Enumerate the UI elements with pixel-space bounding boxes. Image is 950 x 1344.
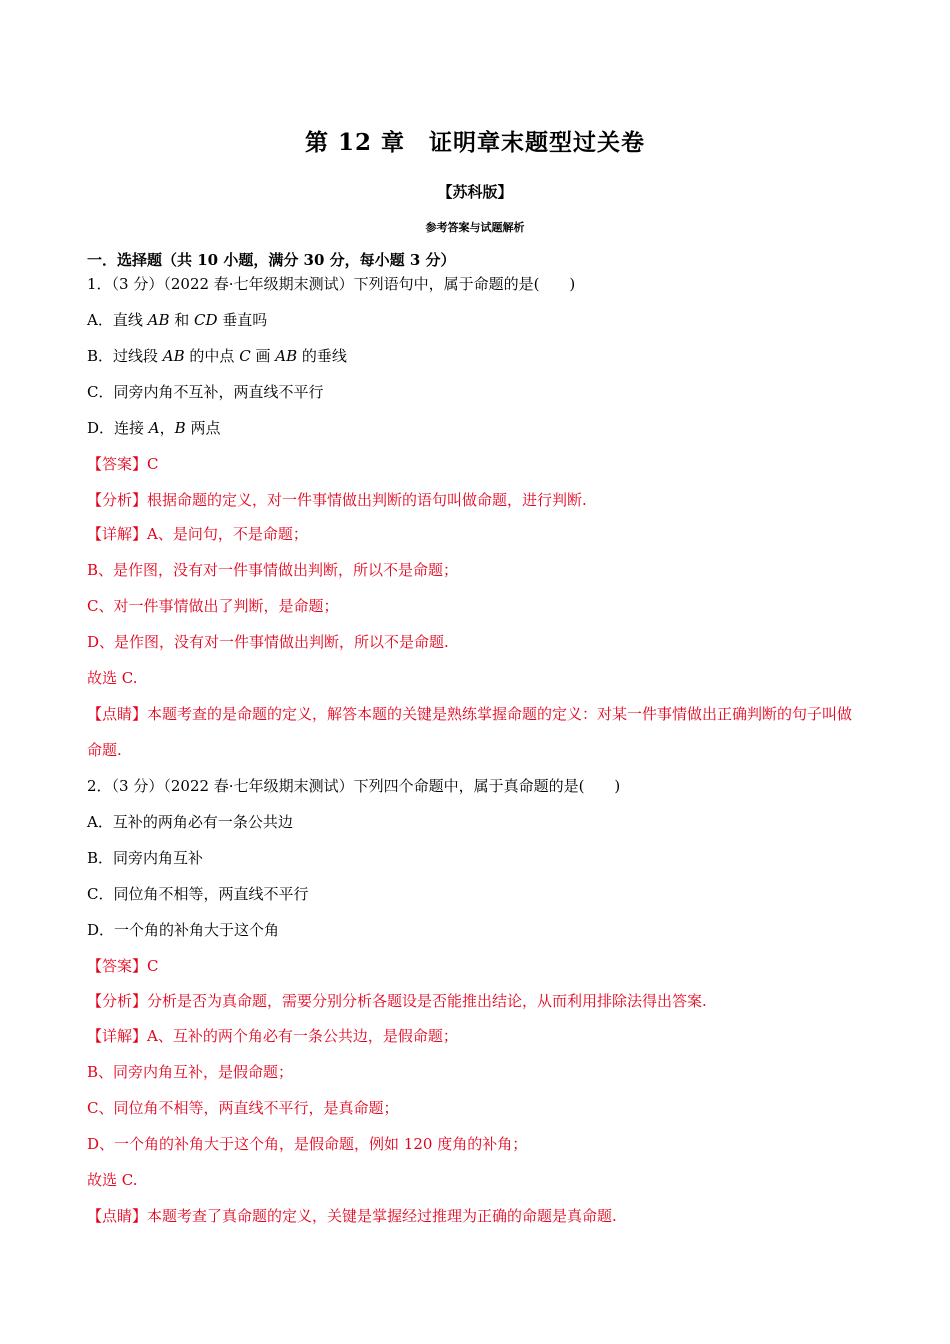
q2-option-d: D．一个角的补角大于这个角 xyxy=(87,921,280,939)
q2-comment: 【点睛】本题考查了真命题的定义，关键是掌握经过推理为正确的命题是真命题. xyxy=(87,1207,617,1225)
q2-option-c: C．同位角不相等，两直线不平行 xyxy=(87,885,309,903)
answer-subtitle: 参考答案与试题解析 xyxy=(425,221,525,234)
section-heading: 一．选择题（共 10 小题，满分 30 分，每小题 3 分） xyxy=(87,251,456,269)
q1-detail-4: D、是作图，没有对一件事情做出判断，所以不是命题. xyxy=(87,633,449,651)
q2-option-b: B．同旁内角互补 xyxy=(87,849,204,867)
q1-stem: 1．（3 分）（2022 春·七年级期末测试）下列语句中，属于命题的是( ) xyxy=(87,275,576,293)
q2-detail-4: D、一个角的补角大于这个角，是假命题，例如 120 度角的补角； xyxy=(87,1135,528,1153)
q1-detail-3: C、对一件事情做出了判断，是命题； xyxy=(87,597,339,615)
q1-choice: 故选 C. xyxy=(87,669,138,687)
q1-option-c: C．同旁内角不互补，两直线不平行 xyxy=(87,383,324,401)
q1-option-a: A．直线 AB 和 CD 垂直吗 xyxy=(87,311,268,329)
q2-stem: 2．（3 分）（2022 春·七年级期末测试）下列四个命题中，属于真命题的是( ) xyxy=(87,777,621,795)
q1-answer: 【答案】C xyxy=(87,455,159,473)
q2-analysis: 【分析】分析是否为真命题，需要分别分析各题设是否能推出结论，从而利用排除法得出答案. xyxy=(87,992,707,1010)
q1-comment: 【点睛】本题考查的是命题的定义，解答本题的关键是熟练掌握命题的定义：对某一件事情做出正确判断的句子叫做命题. xyxy=(87,705,853,759)
edition-label: 【苏科版】 xyxy=(437,183,513,201)
q2-detail-1: 【详解】A、互补的两个角必有一条公共边，是假命题； xyxy=(87,1027,458,1045)
q1-detail-2: B、是作图，没有对一件事情做出判断，所以不是命题； xyxy=(87,561,459,579)
q2-detail-3: C、同位角不相等，两直线不平行，是真命题； xyxy=(87,1099,399,1117)
q1-option-d: D．连接 A，B 两点 xyxy=(87,419,221,437)
q2-answer: 【答案】C xyxy=(87,957,159,975)
q1-analysis: 【分析】根据命题的定义，对一件事情做出判断的语句叫做命题，进行判断. xyxy=(87,491,587,509)
q2-option-a: A．互补的两角必有一条公共边 xyxy=(87,813,293,831)
q2-choice: 故选 C. xyxy=(87,1171,138,1189)
page-title: 第 12 章 证明章末题型过关卷 xyxy=(304,129,646,156)
q2-detail-2: B、同旁内角互补，是假命题； xyxy=(87,1063,294,1081)
q1-option-b: B．过线段 AB 的中点 C 画 AB 的垂线 xyxy=(87,347,347,365)
q1-detail-1: 【详解】A、是问句，不是命题； xyxy=(87,525,308,543)
